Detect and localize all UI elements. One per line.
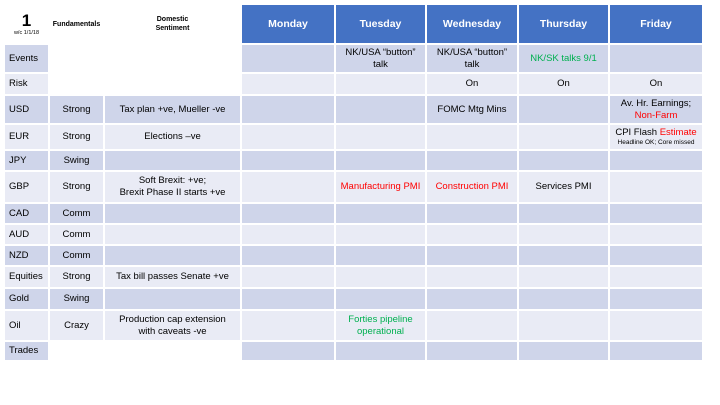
row-label: AUD xyxy=(5,225,48,244)
gbp-tuesday: Manufacturing PMI xyxy=(336,172,425,202)
usd-fundamentals: Strong xyxy=(50,96,103,123)
row-label: Risk xyxy=(5,74,48,94)
risk-wednesday: On xyxy=(427,74,517,94)
row-label: JPY xyxy=(5,151,48,170)
aud-fundamentals: Comm xyxy=(50,225,103,244)
usd-friday-line1: Av. Hr. Earnings; xyxy=(620,97,692,109)
monday-header: Monday xyxy=(242,5,334,43)
cad-row xyxy=(5,204,702,223)
gbp-sentiment-line1: Soft Brexit: +ve; xyxy=(138,175,207,186)
gbp-thursday: Services PMI xyxy=(519,172,608,202)
eur-friday xyxy=(610,125,702,149)
gbp-wednesday: Construction PMI xyxy=(427,172,517,202)
eur-friday-note: Headline OK; Core missed xyxy=(617,139,695,146)
usd-friday-line2: Non-Farm xyxy=(634,109,678,121)
gbp-fundamentals: Strong xyxy=(50,172,103,202)
row-label: CAD xyxy=(5,204,48,223)
row-label: USD xyxy=(5,96,48,123)
eur-fundamentals: Strong xyxy=(50,125,103,149)
weekly-calendar-table xyxy=(3,3,704,362)
cad-fundamentals: Comm xyxy=(50,204,103,223)
eur-sentiment: Elections –ve xyxy=(105,125,240,149)
usd-friday xyxy=(610,96,702,123)
header-row xyxy=(5,5,702,43)
aud-row xyxy=(5,225,702,244)
events-row xyxy=(5,45,702,72)
events-wednesday: NK/USA “button” talk xyxy=(427,45,517,72)
row-label: GBP xyxy=(5,172,48,202)
oil-tuesday-line1: Forties pipeline xyxy=(348,313,413,325)
thursday-header: Thursday xyxy=(519,5,608,43)
jpy-fundamentals: Swing xyxy=(50,151,103,170)
friday-header: Friday xyxy=(610,5,702,43)
eur-friday-estimate: Estimate xyxy=(659,127,697,138)
risk-row xyxy=(5,74,702,94)
oil-sentiment xyxy=(105,311,240,340)
row-label: Oil xyxy=(5,311,48,340)
row-label: Events xyxy=(5,45,48,72)
oil-sentiment-line2: with caveats -ve xyxy=(138,325,207,337)
fundamentals-header: Fundamentals xyxy=(50,5,103,43)
row-label: Trades xyxy=(5,342,48,360)
equities-fundamentals: Strong xyxy=(50,267,103,287)
row-label: EUR xyxy=(5,125,48,149)
risk-thursday: On xyxy=(519,74,608,94)
usd-row xyxy=(5,96,702,123)
oil-row xyxy=(5,311,702,340)
week-number: 1 xyxy=(21,10,32,30)
oil-tuesday-line2: operational xyxy=(356,325,404,337)
trades-row xyxy=(5,342,702,360)
row-label: Gold xyxy=(5,289,48,309)
gbp-sentiment-line2: Brexit Phase II starts +ve xyxy=(119,187,226,198)
gold-fundamentals: Swing xyxy=(50,289,103,309)
usd-wednesday: FOMC Mtg Mins xyxy=(427,96,517,123)
gold-row xyxy=(5,289,702,309)
usd-sentiment: Tax plan +ve, Mueller -ve xyxy=(105,96,240,123)
risk-friday: On xyxy=(610,74,702,94)
week-label: w/c 1/1/18 xyxy=(13,29,40,36)
eur-row xyxy=(5,125,702,149)
jpy-row xyxy=(5,151,702,170)
gbp-row xyxy=(5,172,702,202)
wednesday-header: Wednesday xyxy=(427,5,517,43)
events-thursday: NK/SK talks 9/1 xyxy=(519,45,608,72)
row-label: NZD xyxy=(5,246,48,265)
equities-row xyxy=(5,267,702,287)
tuesday-header: Tuesday xyxy=(336,5,425,43)
gbp-sentiment xyxy=(105,172,240,202)
week-cell xyxy=(5,5,48,43)
oil-sentiment-line1: Production cap extension xyxy=(119,313,226,325)
equities-sentiment: Tax bill passes Senate +ve xyxy=(105,267,240,287)
nzd-fundamentals: Comm xyxy=(50,246,103,265)
nzd-row xyxy=(5,246,702,265)
oil-fundamentals: Crazy xyxy=(50,311,103,340)
events-tuesday: NK/USA “button” talk xyxy=(336,45,425,72)
row-label: Equities xyxy=(5,267,48,287)
sentiment-header: Domestic Sentiment xyxy=(105,5,240,43)
eur-friday-prefix: CPI Flash xyxy=(615,127,660,138)
oil-tuesday xyxy=(336,311,425,340)
